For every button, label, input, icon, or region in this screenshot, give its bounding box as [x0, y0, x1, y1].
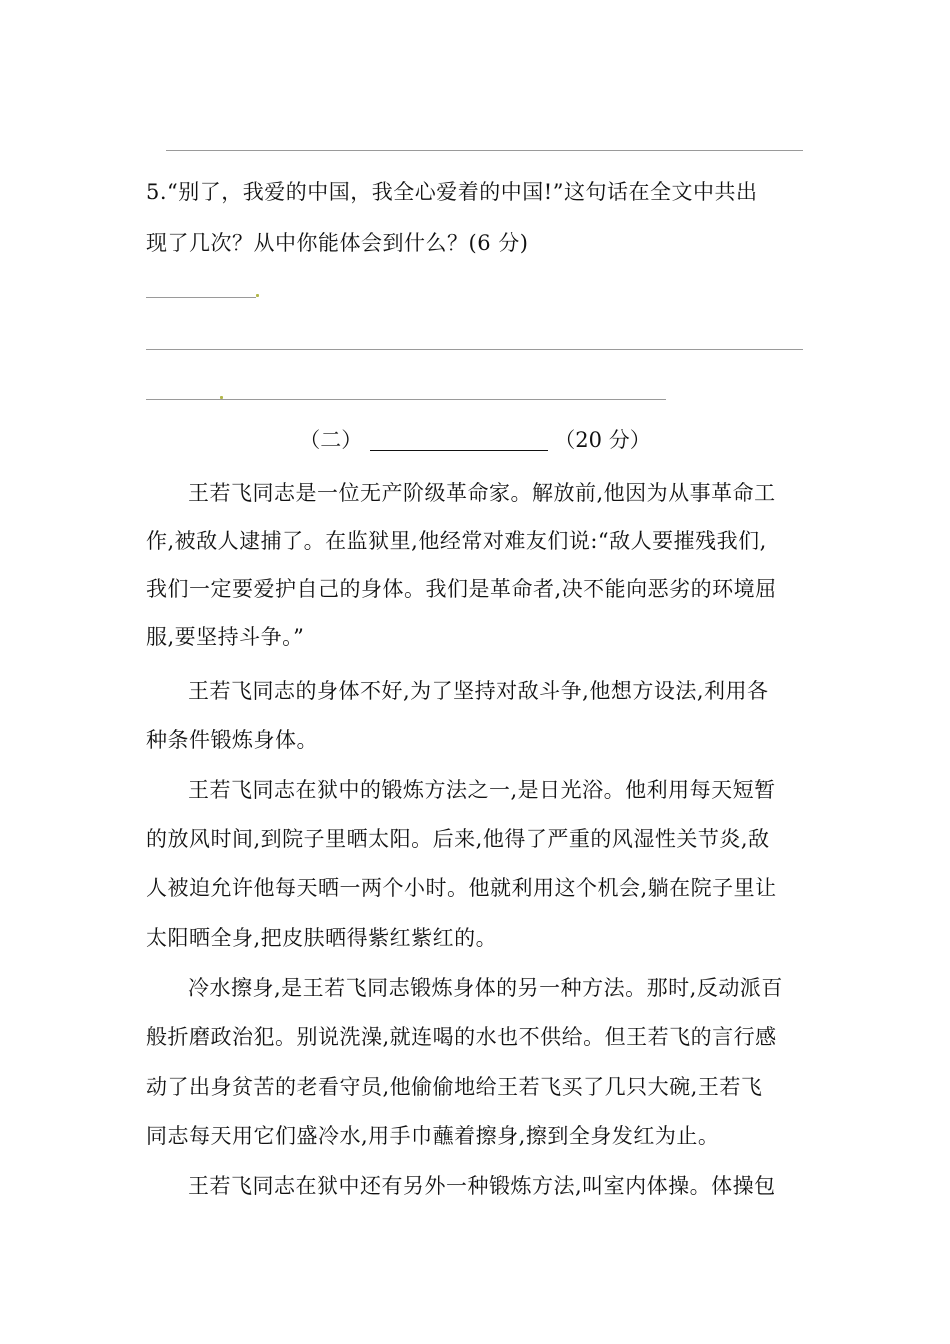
passage-line: 王若飞同志是一位无产阶级革命家。解放前,他因为从事革命工 [188, 481, 776, 505]
answer-line-short-1 [146, 297, 256, 298]
passage-line: 我们一定要爱护自己的身体。我们是革命者,决不能向恶劣的环境屈 [146, 577, 777, 601]
passage-line: 冷水擦身,是王若飞同志锻炼身体的另一种方法。那时,反动派百 [188, 976, 783, 1000]
passage-line: 王若飞同志的身体不好,为了坚持对敌斗争,他想方设法,利用各 [188, 679, 769, 703]
passage-line: 人被迫允许他每天晒一两个小时。他就利用这个机会,躺在院子里让 [146, 876, 777, 900]
passage-line: 般折磨政治犯。别说洗澡,就连喝的水也不供给。但王若飞的言行感 [146, 1025, 777, 1049]
question-5-line-2: 现了几次？从中你能体会到什么？(6 分) [146, 231, 529, 255]
answer-line-top [166, 150, 803, 151]
passage-line: 王若飞同志在狱中的锻炼方法之一,是日光浴。他利用每天短暂 [188, 778, 776, 802]
question-5-line-1: 5.“别了，我爱的中国，我全心爱着的中国!”这句话在全文中共出 [146, 180, 758, 204]
answer-line-mark [256, 294, 259, 297]
section-2-title [0, 425, 950, 455]
section-2-points: （20 分） [554, 428, 651, 452]
title-blank [370, 428, 548, 451]
passage-line: 动了出身贫苦的老看守员,他偷偷地给王若飞买了几只大碗,王若飞 [146, 1075, 763, 1099]
passage-line: 同志每天用它们盛冷水,用手巾蘸着擦身,擦到全身发红为止。 [146, 1124, 720, 1148]
answer-line-full [146, 349, 803, 350]
passage-line: 王若飞同志在狱中还有另外一种锻炼方法,叫室内体操。体操包 [188, 1174, 776, 1198]
answer-line-long [146, 399, 666, 400]
answer-line-mark [220, 396, 223, 399]
passage-line: 作,被敌人逮捕了。在监狱里,他经常对难友们说:“敌人要摧残我们, [146, 529, 767, 553]
passage-line: 种条件锻炼身体。 [146, 728, 318, 752]
passage-line: 服,要坚持斗争。” [146, 625, 305, 649]
passage-line: 的放风时间,到院子里晒太阳。后来,他得了严重的风湿性关节炎,敌 [146, 827, 770, 851]
passage-line: 太阳晒全身,把皮肤晒得紫红紫红的。 [146, 926, 498, 950]
section-2-open: （二） [299, 428, 363, 452]
